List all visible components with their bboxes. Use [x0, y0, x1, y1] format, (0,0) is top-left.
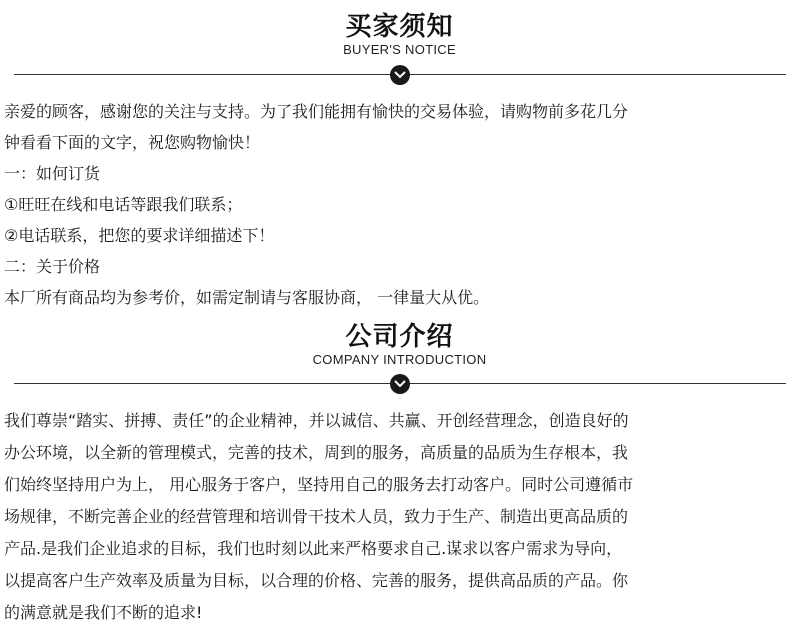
chevron-down-icon [390, 374, 410, 394]
intro-line: 办公环境，以全新的管理模式，完善的技术，周到的服务，高质量的品质为生存根本，我 [4, 443, 629, 462]
notice-line: 亲爱的顾客，感谢您的关注与支持。为了我们能拥有愉快的交易体验，请购物前多花几分 [4, 102, 629, 121]
intro-body [4, 405, 796, 629]
notice-title: 买家须知 [345, 12, 454, 42]
notice-header [0, 12, 799, 58]
intro-line: 们始终坚持用户为上， 用心服务于客户，坚持用自己的服务去打动客户。同时公司遵循市 [4, 475, 634, 494]
notice-subtitle: BUYER'S NOTICE [343, 42, 456, 57]
intro-line: 场规律，不断完善企业的经营管理和培训骨干技术人员，致力于生产、制造出更高品质的 [4, 507, 629, 526]
chevron-down-icon [390, 65, 410, 85]
notice-line: 二：关于价格 [4, 257, 101, 276]
intro-line: 的满意就是我们不断的追求! [4, 603, 203, 622]
intro-subtitle: COMPANY INTRODUCTION [312, 352, 487, 367]
intro-title: 公司介绍 [345, 322, 454, 352]
intro-divider [14, 374, 786, 394]
notice-line: ①旺旺在线和电话等跟我们联系； [4, 195, 243, 214]
notice-line: 一：如何订货 [4, 164, 101, 183]
notice-body [4, 96, 796, 313]
notice-line: 钟看看下面的文字，祝您购物愉快！ [4, 133, 261, 152]
intro-header [0, 322, 799, 368]
intro-line: 以提高客户生产效率及质量为目标，以合理的价格、完善的服务，提供高品质的产品。你 [4, 571, 629, 590]
notice-line: ②电话联系，把您的要求详细描述下！ [4, 226, 275, 245]
notice-line: 本厂所有商品均为参考价，如需定制请与客服协商， 一律量大从优。 [4, 288, 490, 307]
intro-line: 我们尊崇“踏实、拼搏、责任”的企业精神，并以诚信、共赢、开创经营理念，创造良好的 [4, 411, 629, 430]
notice-divider [14, 65, 786, 85]
intro-line: 产品.是我们企业追求的目标，我们也时刻以此来严格要求自己.谋求以客户需求为导向， [4, 539, 623, 558]
